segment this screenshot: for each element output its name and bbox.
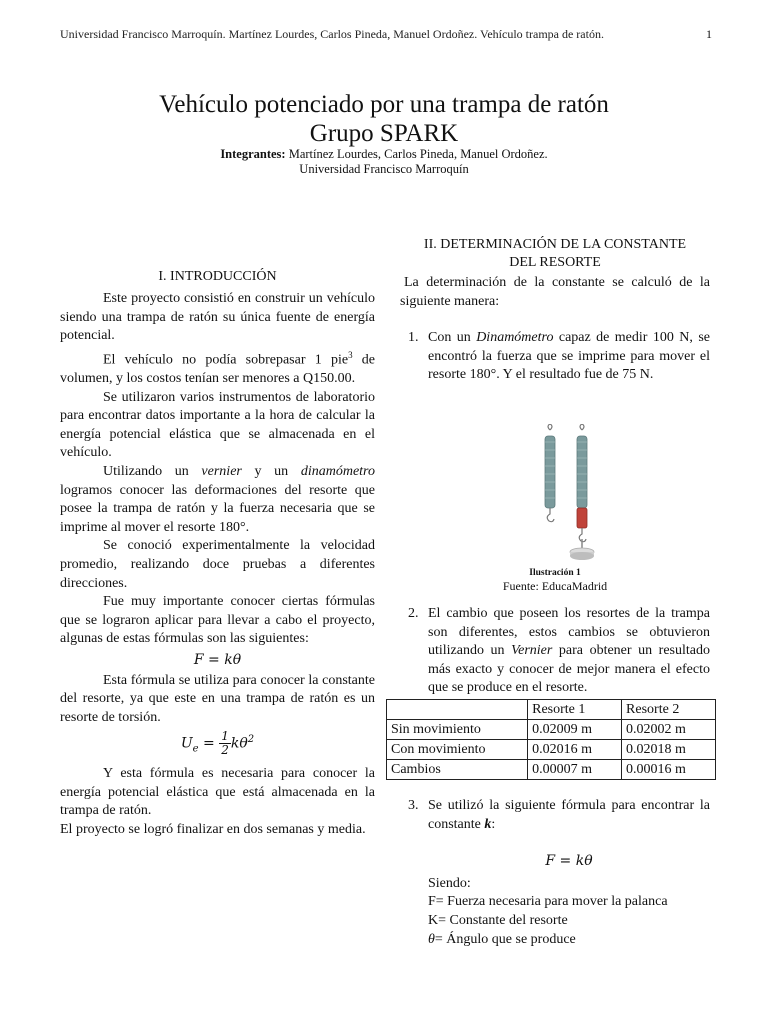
intro-paragraph-5: Se conoció experimentalmente la velocidad promedio, realizando doce pruebas a diferentes direcciones. [60,538,375,591]
intro-paragraph-6: Fue muy importante conocer ciertas fórmulas que se lograron aplicar para llevar a cabo el proyecto, algunas de estas fórmulas son las siguientes: [60,594,375,647]
table-cell: Con movimiento [387,740,528,760]
springs-illustration [520,424,620,569]
right-column [400,236,710,385]
intro-paragraph-2: El vehículo no podía sobrepasar 1 pie$^3$ de volumen, y los costos tenían ser menores a Q150.00. [60,349,375,387]
table-header-cell: Resorte 1 [528,700,622,720]
step-3: 3. Se utilizó la siguiente fórmula para encontrar la constante k: [408,798,710,832]
figure-springs [520,424,620,569]
author-block [0,147,768,177]
page-number: 1 [706,27,712,41]
figure-caption [440,565,670,593]
author-names: Martínez Lourdes, Carlos Pineda, Manuel Ordoñez. [285,147,548,161]
section-2-heading: II. DETERMINACIÓN DE LA CONSTANTE DEL RESORTE [423,237,687,270]
intro-paragraph-7: Esta fórmula se utiliza para conocer la constante del resorte, ya que este en una trampa de ratón es un resorte de torsión. [60,672,375,725]
title-line-1: Vehículo potenciado por una trampa de ratón [159,91,609,118]
step-2: 2. El cambio que poseen los resortes de la trampa son diferentes, estos cambios se obtuvieron utilizando un Vernier para obtener un resultado más exacto y conocer de mejor manera el efecto que se produce en el resorte. [408,606,710,696]
table-cell: 0.02002 m [622,720,716,740]
step-1: 1. Con un Dinamómetro capaz de medir 100 N, se encontró la fuerza que se imprime para mover el resorte 180°. Y el resultado fue de 75 N. [408,330,710,383]
title-line-2: Grupo SPARK [309,120,459,147]
section-2-intro: La determinación de la constante se calculó de la siguiente manera: [400,275,710,309]
running-head: Universidad Francisco Marroquín. Martínez Lourdes, Carlos Pineda, Manuel Ordoñez. Vehículo trampa de ratón. [60,27,604,41]
step-2-block [400,605,710,698]
spring-2-top-hook [580,424,584,430]
spring-1-bottom-hook [547,508,554,522]
table-cell: 0.00007 m [528,760,622,780]
table-header-cell: Resorte 2 [622,700,716,720]
intro-paragraph-8: Y esta fórmula es necesaria para conocer la energía potencial elástica que está almacenada en la trampa de ratón. [60,766,375,819]
table-header-cell [387,700,528,720]
table-header-row [387,700,716,720]
formula-constant: F = kθ [545,853,593,870]
definition-f: F= Fuerza necesaria para mover la palanca [428,894,668,910]
steps-list-2 [400,605,710,698]
intro-paragraph-1: Este proyecto consistió en construir un vehículo siendo una trampa de ratón su única fuente de energía potencial. [60,291,375,344]
figure-source: Fuente: EducaMadrid [502,579,608,593]
steps-list-1 [400,329,710,385]
table-cell: 0.02018 m [622,740,716,760]
paper-title [0,90,768,148]
table-cell: 0.00016 m [622,760,716,780]
weight-disc-bottom [570,552,594,560]
affiliation: Universidad Francisco Marroquín [299,162,469,176]
table-cell: 0.02009 m [528,720,622,740]
definition-k: K= Constante del resorte [428,912,568,928]
intro-paragraph-3: Se utilizaron varios instrumentos de laboratorio para encontrar datos importante a la hora de calcular la energía potencial elástica que se almacenada en el vehículo. [60,389,375,461]
table-cell: Cambios [387,760,528,780]
figure-label: Ilustración 1 [529,568,581,578]
table-row [387,760,716,780]
spring-2-coil [577,436,587,508]
intro-paragraph-4: Utilizando un vernier y un dinamómetro logramos conocer las deformaciones del resorte que posee la trampa de ratón y la fuerza necesaria que se imprime al mover el resorte 180°. [60,464,375,535]
left-column [60,268,375,840]
section-1-heading: I. INTRODUCCIÓN [158,269,277,284]
table-row [387,740,716,760]
definitions-block [400,875,710,949]
formula-elastic-energy: $U_e$ = $\frac{1}{2}$ $k\theta^2$ [180,729,255,758]
step-3-block [400,797,710,949]
spring-1-top-hook [548,424,552,430]
table-cell: Sin movimiento [387,720,528,740]
spring-2-stretched-section [577,508,587,528]
intro-paragraph-9: El proyecto se logró finalizar en dos semanas y media. [60,821,366,837]
measurement-table [386,699,716,780]
spring-1-coil [545,436,555,508]
definitions-intro: Siendo: [428,875,471,891]
table-cell: 0.02016 m [528,740,622,760]
authors-label: Integrantes: [220,147,286,161]
table-row [387,720,716,740]
steps-list-3 [400,797,710,834]
definition-theta: θ= Ángulo que se produce [428,931,576,947]
formula-hooke: F = kθ [193,651,242,668]
